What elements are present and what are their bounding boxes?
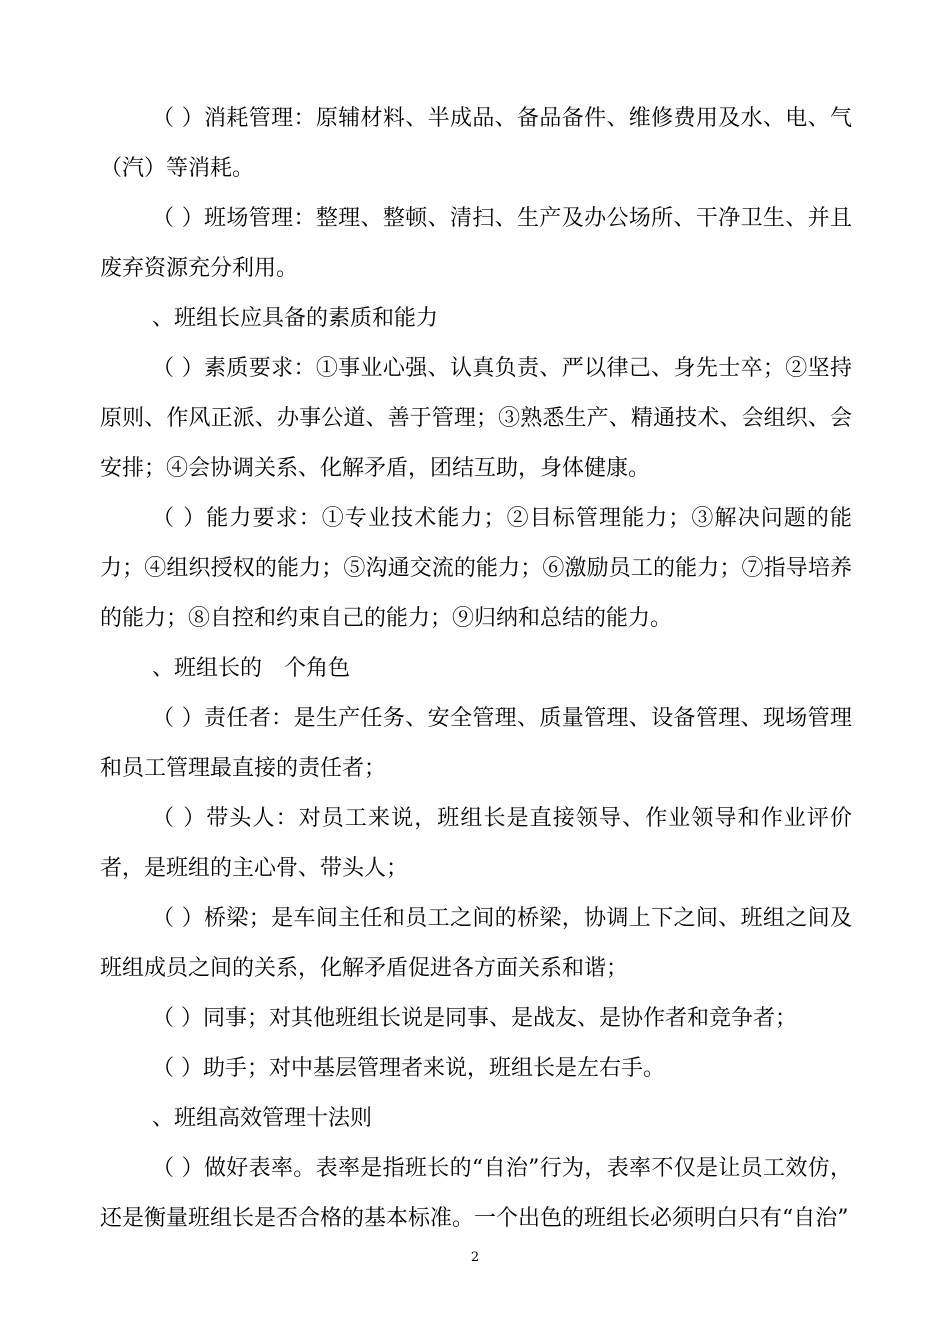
- paragraph-consumption-management: （ ）消耗管理：原辅材料、半成品、备品备件、维修费用及水、电、气（汽）等消耗。: [100, 106, 852, 181]
- section-heading-ten-rules: 、班组高效管理十法则: [152, 1106, 373, 1131]
- paragraph-quality-requirements: （ ）素质要求：①事业心强、认真负责、严以律己、身先士卒；②坚持原则、作风正派、办事公道、善于管理；③熟悉生产、精通技术、会组织、会安排；④会协调关系、化解矛盾，团结互助，身体健康。: [100, 356, 852, 481]
- page-number: 2: [470, 1250, 480, 1265]
- section-heading-qualities: 、班组长应具备的素质和能力: [152, 306, 439, 331]
- paragraph-set-example: （ ）做好表率。表率是指班长的“自治”行为，表率不仅是让员工效仿，还是衡量班组长是否合格的基本标准。一个出色的班组长必须明白只有“自治”: [100, 1156, 852, 1231]
- paragraph-role-bridge: （ ）桥梁；是车间主任和员工之间的桥梁，协调上下之间、班组之间及班组成员之间的关系，化解矛盾促进各方面关系和谐；: [100, 906, 852, 981]
- paragraph-role-responsible: （ ）责任者：是生产任务、安全管理、质量管理、设备管理、现场管理和员工管理最直接的责任者；: [100, 706, 852, 781]
- paragraph-role-assistant: （ ）助手；对中基层管理者来说，班组长是左右手。: [152, 1056, 665, 1081]
- section-heading-roles: 、班组长的 个角色: [152, 656, 351, 681]
- paragraph-role-colleague: （ ）同事；对其他班组长说是同事、是战友、是协作者和竞争者；: [152, 1006, 797, 1031]
- document-body: [100, 94, 852, 1244]
- paragraph-ability-requirements: （ ）能力要求：①专业技术能力；②目标管理能力；③解决问题的能力；④组织授权的能力；⑤沟通交流的能力；⑥激励员工的能力；⑦指导培养的能力；⑧自控和约束自己的能力；⑨归纳和总结的能力。: [100, 506, 852, 631]
- paragraph-site-management: （ ）班场管理：整理、整顿、清扫、生产及办公场所、干净卫生、并且废弃资源充分利用。: [100, 206, 852, 281]
- paragraph-role-leader: （ ）带头人：对员工来说，班组长是直接领导、作业领导和作业评价者，是班组的主心骨、带头人；: [100, 806, 852, 881]
